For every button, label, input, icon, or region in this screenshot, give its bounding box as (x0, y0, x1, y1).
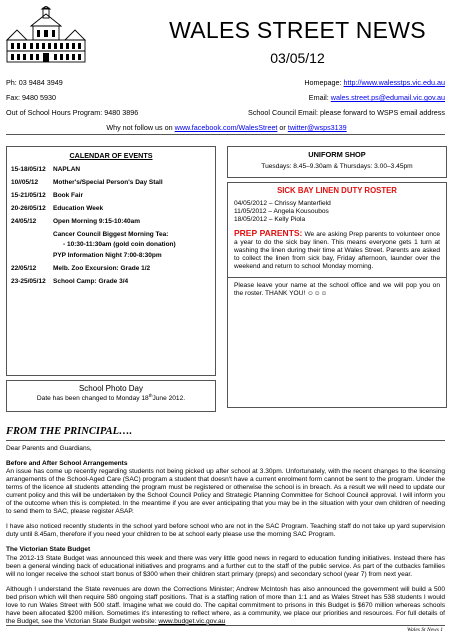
event-date: 24/05/12 (11, 218, 37, 225)
calendar-event (11, 241, 211, 249)
principal-heading: FROM THE PRINCIPAL…. (6, 426, 133, 437)
contact-row-oshc (6, 108, 445, 117)
event-date: 10//05/12 (11, 179, 39, 186)
budget-paragraph-2-text: Although I understand the State revenues are down the Corrections Minister; Andrew McIntosh has also announced the government will build a 500 bed prison which will then require 580 ongoing staff positions. That is a staffing ration of more than 1:1 and as Wales Street has 538 students I would love to run Wales Street with 500 staff. Imagine what we could do. The capital commitment to prisons in this Budget is $670 million whereas schools have been allocated $200 million. Sometimes it's interesting to reflect where, as a community, we place our priorities and resources. For full details of the Budget, see the Victorian State Budget website: (6, 585, 445, 625)
calendar-box (6, 146, 216, 376)
header-divider (6, 134, 445, 135)
principal-article (6, 445, 445, 633)
event-name: Open Morning 9:15-10:40am (53, 218, 141, 225)
email-link[interactable]: wales.street.ps@edumail.vic.gov.au (330, 93, 445, 102)
uniform-shop-box (227, 146, 447, 178)
budget-paragraph-2 (6, 586, 445, 626)
email (309, 93, 445, 102)
photo-day-heading: School Photo Day (78, 384, 144, 393)
contact-row-phone (6, 78, 445, 87)
footer-divider (6, 625, 445, 626)
oshc-paragraph: An issue has come up recently regarding students not being picked up after school at 3.30pm. Unfortunately, with the recent changes to the licensing arrangements of the School-Aged Care (SAC) program a student that doesn't have a current enrolment form cannot be sent to the program. Under the terms of the licence all students attending the program must be registered or otherwise the school is in breach. As a result we will need to update our current policy and this will be undertaken by the School Council Policy and Strategic Planning Committee for School Council approval. I will inform you of the outcome when this is completed. In the meantime if you are ever anticipating that you may be in the situation with your own children of needing to send them to SAC, please register ASAP. (6, 468, 445, 516)
photo-day-text: Date has been changed to Monday 18 (36, 395, 149, 403)
event-name: Book Fair (53, 192, 83, 199)
event-name: Mother's/Special Person's Day Stall (53, 179, 163, 186)
homepage-label: Homepage: (304, 78, 344, 87)
oshc-paragraph-2: I have also noticed recently students in the school yard before school who are not in the SAC Program. Teaching staff do not take up yard supervision duty until 8.45am, therefore if you need your children to be at school early please use the morning SAC Program. (6, 523, 445, 539)
prep-parents-text: We are asking Prep parents to volunteer once a year to do the sick bay linen. This means everyone gets 1 turn at washing the linen during their time at Wales Street. Parents are asked to collect the linen from sick bay, Friday afternoon, launder over the weekend and return to school Monday morning. (234, 231, 440, 270)
homepage (304, 78, 445, 87)
twitter-link[interactable]: twitter@wsps3139 (287, 123, 347, 132)
photo-day-text-end: June 2012. (152, 395, 186, 403)
uniform-shop-heading: UNIFORM SHOP (308, 150, 366, 159)
calendar-event (11, 166, 211, 174)
event-name: PYP Information Night 7:00-8:30pm (53, 252, 162, 259)
contact-row-fax (6, 93, 445, 102)
calendar-heading: CALENDAR OF EVENTS (69, 151, 153, 160)
photo-day-notice (7, 393, 215, 402)
event-name: - 10:30-11:30am (gold coin donation) (63, 241, 176, 248)
prep-parents-label: PREP PARENTS: (234, 228, 303, 238)
roster-entry: 11/05/2012 – Angela Kousoubos (234, 208, 329, 215)
greeting: Dear Parents and Guardians, (6, 445, 92, 452)
calendar-event (11, 192, 211, 200)
calendar-event (11, 252, 211, 260)
phone-number: Ph: 03 9484 3949 (6, 78, 63, 87)
event-date: 15-18/05/12 (11, 166, 46, 173)
event-date: 22/05/12 (11, 265, 37, 272)
calendar-event (11, 179, 211, 187)
event-date (11, 252, 53, 260)
facebook-link[interactable]: www.facebook.com/WalesStreet (174, 123, 278, 132)
roster-entry: 04/05/2012 – Chrissy Manterfield (234, 200, 331, 207)
uniform-shop-hours: Tuesdays: 8.45–9.30am & Thursdays: 3.00–3.45pm (261, 163, 413, 170)
calendar-event (11, 205, 211, 213)
event-date: 15-21/05/12 (11, 192, 46, 199)
event-date (11, 241, 53, 249)
follow-us (0, 123, 453, 132)
budget-website-link[interactable]: www.budget.vic.gov.au (158, 617, 226, 625)
calendar-event (11, 265, 211, 273)
sick-bay-heading: SICK BAY LINEN DUTY ROSTER (277, 186, 397, 195)
budget-heading: The Victorian State Budget (6, 546, 91, 554)
page-footer: Wales St News 1 (406, 627, 443, 633)
prep-parents-notice (234, 229, 440, 271)
homepage-link[interactable]: http://www.walesstps.vic.edu.au (343, 78, 445, 87)
budget-paragraph: The 2012-13 State Budget was announced this week and there was very little good news in regard to education funding initiatives. Instead there has been a general winding back of educational initiatives and programs and a further cut to the staff of the public service. As part of the cutbacks families will no longer receive the school start bonus of $300 when their children start primary (preps) and secondary school (year 7) from next year. (6, 554, 445, 578)
event-date (11, 231, 53, 239)
event-name: Melb. Zoo Excursion: Grade 1/2 (53, 265, 151, 272)
principal-divider (6, 440, 445, 441)
photo-day-box (6, 380, 216, 412)
follow-prefix: Why not follow us on (106, 123, 175, 132)
volunteer-notice: Please leave your name at the school office and we will pop you on the roster. THANK YOU! ☺☺☺ (228, 277, 446, 298)
oshc-phone: Out of School Hours Program: 9480 3896 (6, 108, 139, 117)
event-name: School Camp: Grade 3/4 (53, 278, 129, 285)
issue-date: 03/05/12 (270, 50, 325, 66)
follow-middle: or (277, 123, 288, 132)
roster-list (234, 200, 440, 224)
event-name: NAPLAN (53, 166, 81, 173)
event-date: 23-25/05/12 (11, 278, 46, 285)
calendar-event (11, 231, 211, 239)
event-name: Cancer Council Biggest Morning Tea: (53, 231, 169, 238)
calendar-event (11, 278, 211, 286)
fax-number: Fax: 9480 5930 (6, 93, 56, 102)
school-logo (5, 6, 87, 66)
calendar-event (11, 218, 211, 226)
event-name: Education Week (53, 205, 104, 212)
event-date: 20-26/05/12 (11, 205, 46, 212)
email-label: Email: (308, 93, 331, 102)
roster-entry: 18/05/2012 – Kelly Piola (234, 216, 306, 223)
sick-bay-roster-box (227, 182, 447, 408)
newsletter-title: WALES STREET NEWS (169, 17, 426, 43)
council-email: School Council Email: please forward to WSPS email address (248, 108, 445, 117)
photo-day-suffix: th (148, 393, 153, 398)
oshc-heading: Before and After School Arrangements (6, 460, 128, 468)
